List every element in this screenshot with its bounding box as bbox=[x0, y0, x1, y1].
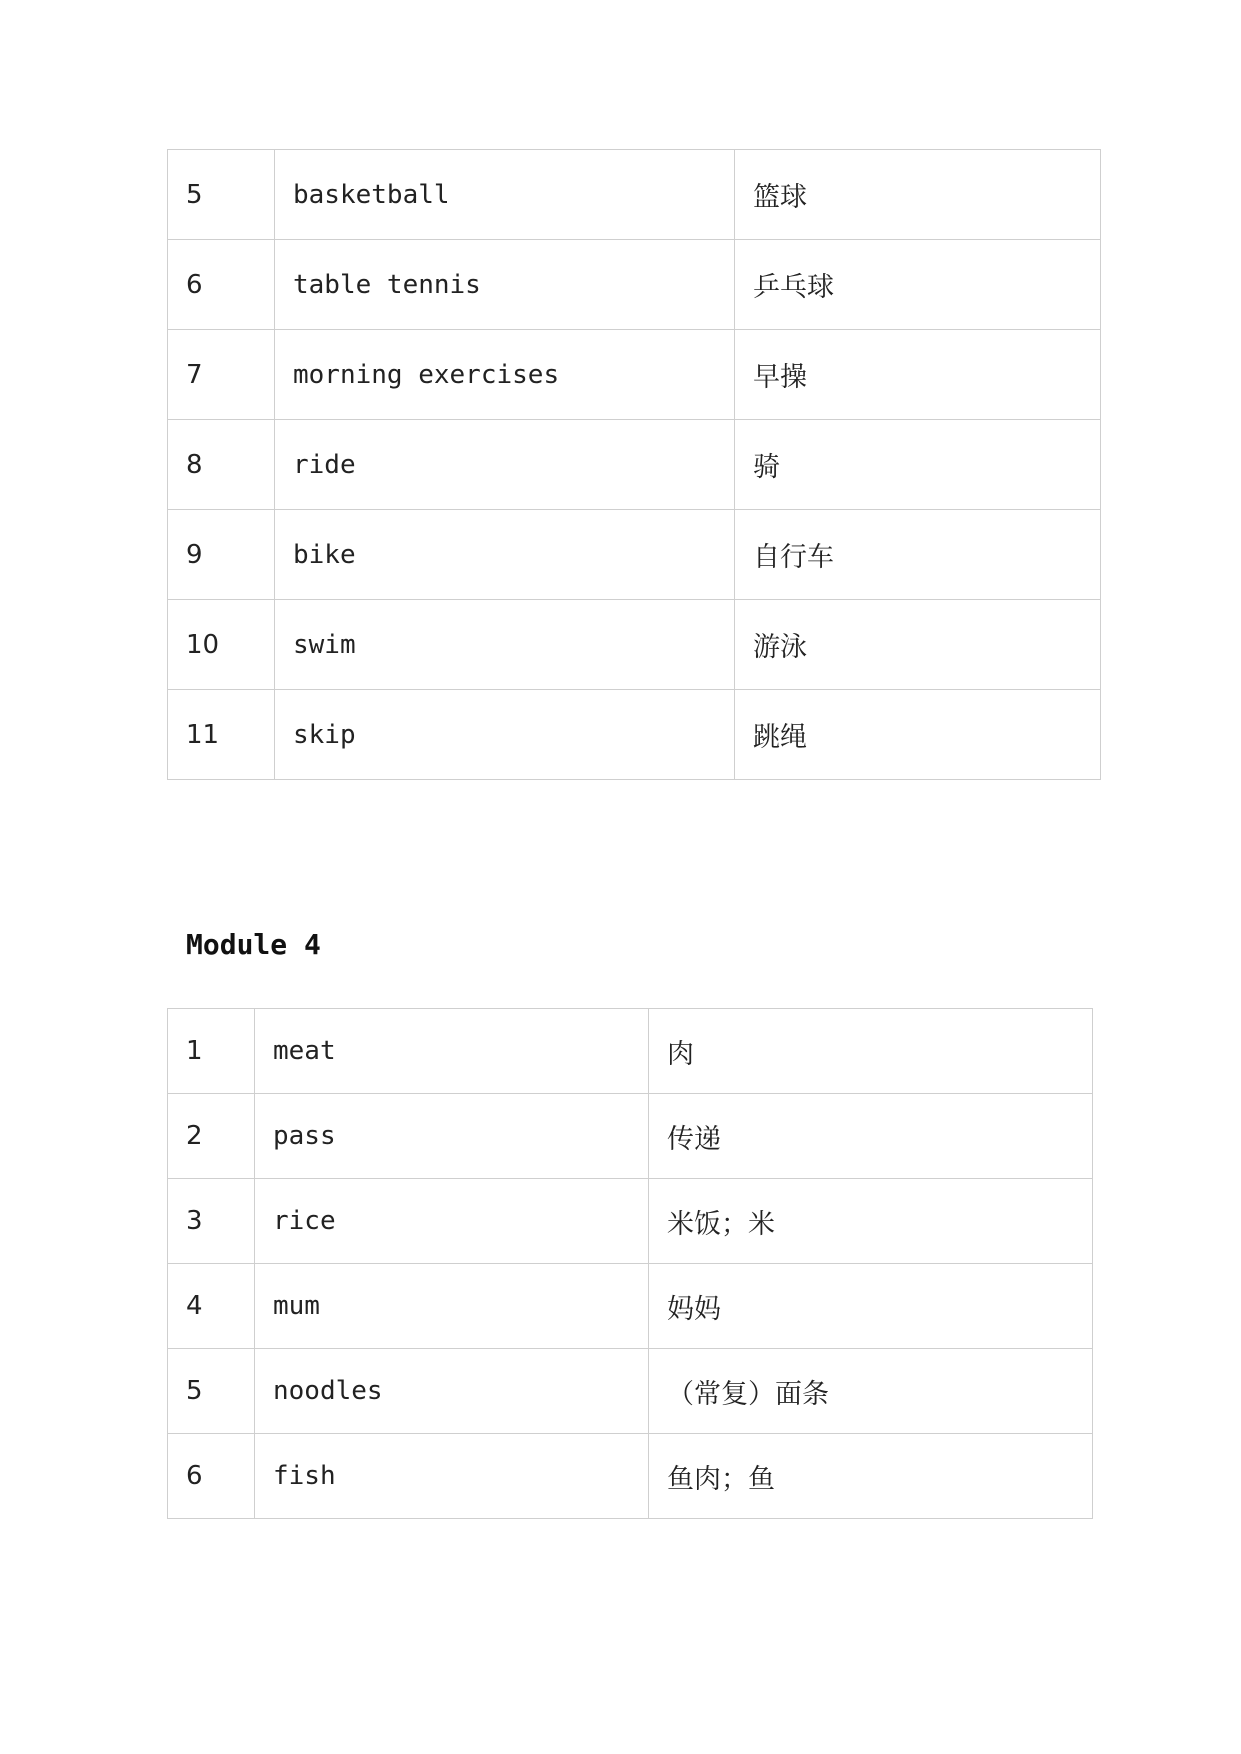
chinese-meaning: 跳绳 bbox=[735, 690, 1101, 780]
row-number: 5 bbox=[168, 150, 275, 240]
english-word: rice bbox=[255, 1179, 649, 1264]
chinese-meaning: 鱼肉；鱼 bbox=[649, 1434, 1093, 1519]
row-number: 5 bbox=[168, 1349, 255, 1434]
chinese-meaning: 篮球 bbox=[735, 150, 1101, 240]
table-row bbox=[168, 1009, 1093, 1094]
table-row bbox=[168, 1179, 1093, 1264]
table-row bbox=[168, 600, 1101, 690]
table-row bbox=[168, 1434, 1093, 1519]
table-row bbox=[168, 510, 1101, 600]
english-word: noodles bbox=[255, 1349, 649, 1434]
chinese-meaning: 传递 bbox=[649, 1094, 1093, 1179]
english-word: mum bbox=[255, 1264, 649, 1349]
row-number: 1 bbox=[168, 1009, 255, 1094]
english-word: table tennis bbox=[275, 240, 735, 330]
table-row bbox=[168, 150, 1101, 240]
chinese-meaning: 妈妈 bbox=[649, 1264, 1093, 1349]
row-number: 10 bbox=[168, 600, 275, 690]
table-row bbox=[168, 1094, 1093, 1179]
vocabulary-table-module-4 bbox=[167, 1008, 1093, 1519]
chinese-meaning: 肉 bbox=[649, 1009, 1093, 1094]
chinese-meaning: 早操 bbox=[735, 330, 1101, 420]
module-heading: Module 4 bbox=[186, 928, 321, 961]
row-number: 11 bbox=[168, 690, 275, 780]
row-number: 8 bbox=[168, 420, 275, 510]
table-row bbox=[168, 330, 1101, 420]
table-row bbox=[168, 240, 1101, 330]
row-number: 6 bbox=[168, 1434, 255, 1519]
chinese-meaning: 骑 bbox=[735, 420, 1101, 510]
row-number: 2 bbox=[168, 1094, 255, 1179]
chinese-meaning: 乒乓球 bbox=[735, 240, 1101, 330]
row-number: 9 bbox=[168, 510, 275, 600]
english-word: fish bbox=[255, 1434, 649, 1519]
chinese-meaning: 米饭；米 bbox=[649, 1179, 1093, 1264]
english-word: ride bbox=[275, 420, 735, 510]
vocabulary-table-module-3 bbox=[167, 149, 1101, 780]
english-word: pass bbox=[255, 1094, 649, 1179]
chinese-meaning: 游泳 bbox=[735, 600, 1101, 690]
english-word: swim bbox=[275, 600, 735, 690]
english-word: bike bbox=[275, 510, 735, 600]
row-number: 7 bbox=[168, 330, 275, 420]
english-word: basketball bbox=[275, 150, 735, 240]
row-number: 6 bbox=[168, 240, 275, 330]
table-row bbox=[168, 420, 1101, 510]
english-word: skip bbox=[275, 690, 735, 780]
english-word: morning exercises bbox=[275, 330, 735, 420]
table-row bbox=[168, 1349, 1093, 1434]
chinese-meaning: 自行车 bbox=[735, 510, 1101, 600]
row-number: 3 bbox=[168, 1179, 255, 1264]
table-row bbox=[168, 690, 1101, 780]
english-word: meat bbox=[255, 1009, 649, 1094]
row-number: 4 bbox=[168, 1264, 255, 1349]
table-row bbox=[168, 1264, 1093, 1349]
chinese-meaning: （常复）面条 bbox=[649, 1349, 1093, 1434]
